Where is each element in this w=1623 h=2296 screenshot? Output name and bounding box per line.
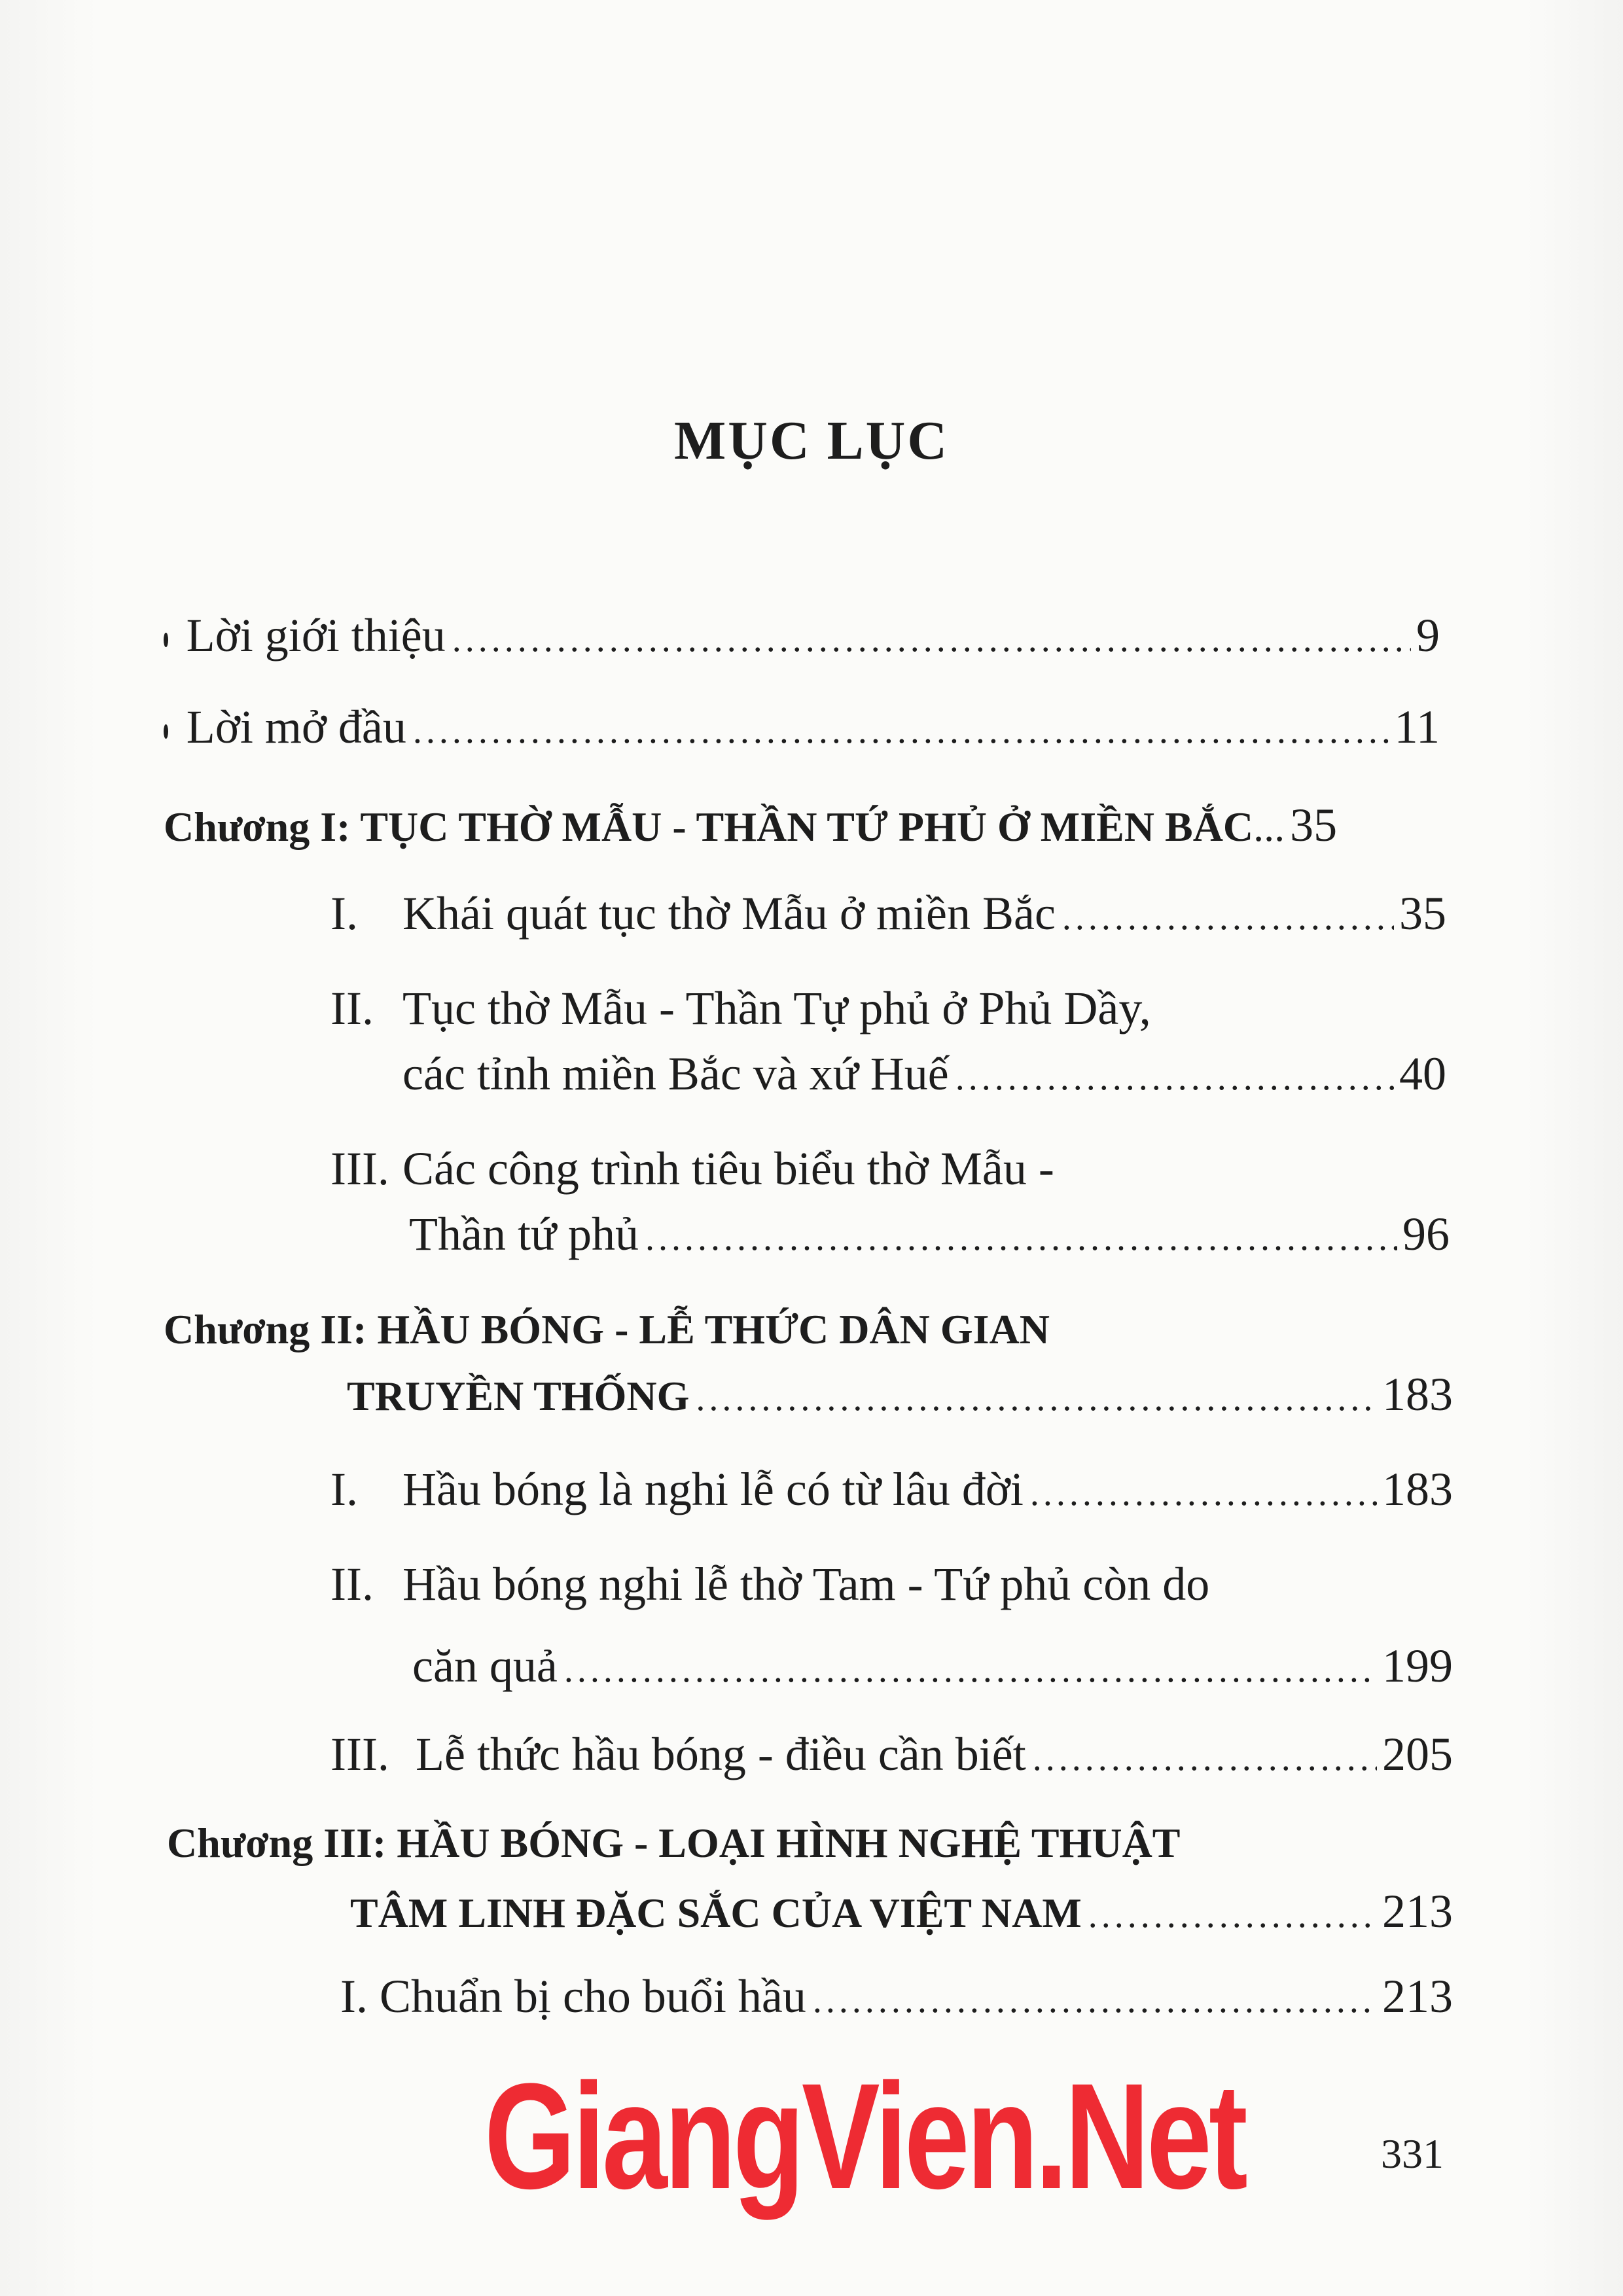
toc-section <box>340 1969 1453 2024</box>
dot-leader <box>1088 1897 1377 1934</box>
section-title: Lễ thức hầu bóng - điều cần biết <box>416 1728 1026 1780</box>
section-page-ref: 183 <box>1382 1463 1453 1515</box>
section-page-ref: 35 <box>1399 887 1446 940</box>
section-title-cont: các tỉnh miền Bắc và xứ Huế <box>402 1048 949 1100</box>
toc-label: Lời giới thiệu <box>186 609 446 662</box>
chapter-title: Chương II: HẦU BÓNG - LỄ THỨC DÂN GIAN <box>164 1306 1050 1352</box>
section-title-cont: căn quả <box>412 1640 558 1692</box>
chapter-3-heading <box>167 1819 1453 1867</box>
dot-leader <box>413 713 1389 749</box>
chapter-3-heading-continuation <box>350 1884 1453 1939</box>
chapter-1-heading <box>164 798 1446 853</box>
toc-page-ref: 9 <box>1416 609 1440 662</box>
toc-entry-opening <box>164 700 1440 754</box>
watermark-logo: GiangVien.Net <box>484 2052 1245 2220</box>
section-title: Tục thờ Mẫu - Thần Tự phủ ở Phủ Dầy, <box>402 982 1151 1034</box>
dot-leader <box>696 1380 1377 1417</box>
toc-section <box>330 887 1446 941</box>
toc-section-continuation <box>412 1639 1453 1693</box>
toc-section-continuation <box>409 1207 1450 1262</box>
section-title: Hầu bóng nghi lễ thờ Tam - Tứ phủ còn do <box>402 1558 1210 1610</box>
section-page-ref: 205 <box>1382 1728 1453 1780</box>
dot-leader: ... <box>1253 804 1285 850</box>
chapter-title: Chương III: HẦU BÓNG - LOẠI HÌNH NGHỆ THUẬT <box>167 1820 1181 1866</box>
section-page-ref: 199 <box>1382 1640 1453 1692</box>
chapter-page-ref: 35 <box>1290 799 1338 851</box>
section-number: II. <box>330 1558 374 1610</box>
section-title: Chuẩn bị cho buổi hầu <box>379 1970 806 2022</box>
section-number: I. <box>330 887 358 940</box>
toc-page-ref: 11 <box>1394 701 1440 753</box>
toc-label: Lời mở đầu <box>186 701 406 753</box>
section-title-cont: Thần tứ phủ <box>409 1208 639 1260</box>
section-page-ref: 213 <box>1382 1970 1453 2022</box>
section-number: III. <box>330 1142 389 1195</box>
dot-leader <box>1033 1740 1377 1776</box>
section-number: II. <box>330 982 374 1034</box>
chapter-page-ref: 213 <box>1382 1885 1453 1937</box>
chapter-page-ref: 183 <box>1382 1368 1453 1421</box>
toc-section <box>330 1462 1453 1517</box>
toc-section-continuation <box>402 1047 1446 1101</box>
section-number: III. <box>330 1728 389 1780</box>
toc-section <box>330 1727 1453 1782</box>
bullet-icon <box>164 724 168 739</box>
dot-leader <box>564 1651 1377 1688</box>
section-number: I. <box>330 1463 358 1515</box>
section-title: Hầu bóng là nghi lễ có từ lâu đời <box>402 1463 1024 1515</box>
section-title: Khái quát tục thờ Mẫu ở miền Bắc <box>402 887 1056 940</box>
toc-section <box>330 1142 1446 1196</box>
page-title: MỤC LỤC <box>674 410 949 471</box>
dot-leader <box>1030 1475 1377 1511</box>
dot-leader <box>452 621 1411 658</box>
toc-section <box>330 981 1446 1036</box>
toc-entry-intro <box>164 609 1440 663</box>
dot-leader <box>813 1982 1377 2019</box>
toc-section <box>330 1557 1453 1612</box>
section-page-ref: 96 <box>1402 1208 1450 1260</box>
chapter-2-heading-continuation <box>347 1368 1453 1422</box>
dot-leader <box>1062 899 1394 936</box>
section-number: I. <box>340 1970 368 2022</box>
bullet-icon <box>164 633 168 647</box>
page-number: 331 <box>1381 2130 1444 2177</box>
dot-leader <box>955 1059 1394 1096</box>
chapter-2-heading <box>164 1305 1446 1354</box>
chapter-title-cont: TÂM LINH ĐẶC SẮC CỦA VIỆT NAM <box>350 1890 1082 1936</box>
section-page-ref: 40 <box>1399 1048 1446 1100</box>
section-title: Các công trình tiêu biểu thờ Mẫu - <box>402 1142 1054 1195</box>
chapter-title: Chương I: TỤC THỜ MẪU - THẦN TỨ PHỦ Ở MIỀN BẮC <box>164 804 1254 850</box>
chapter-title-cont: TRUYỀN THỐNG <box>347 1373 690 1419</box>
dot-leader <box>645 1220 1397 1256</box>
